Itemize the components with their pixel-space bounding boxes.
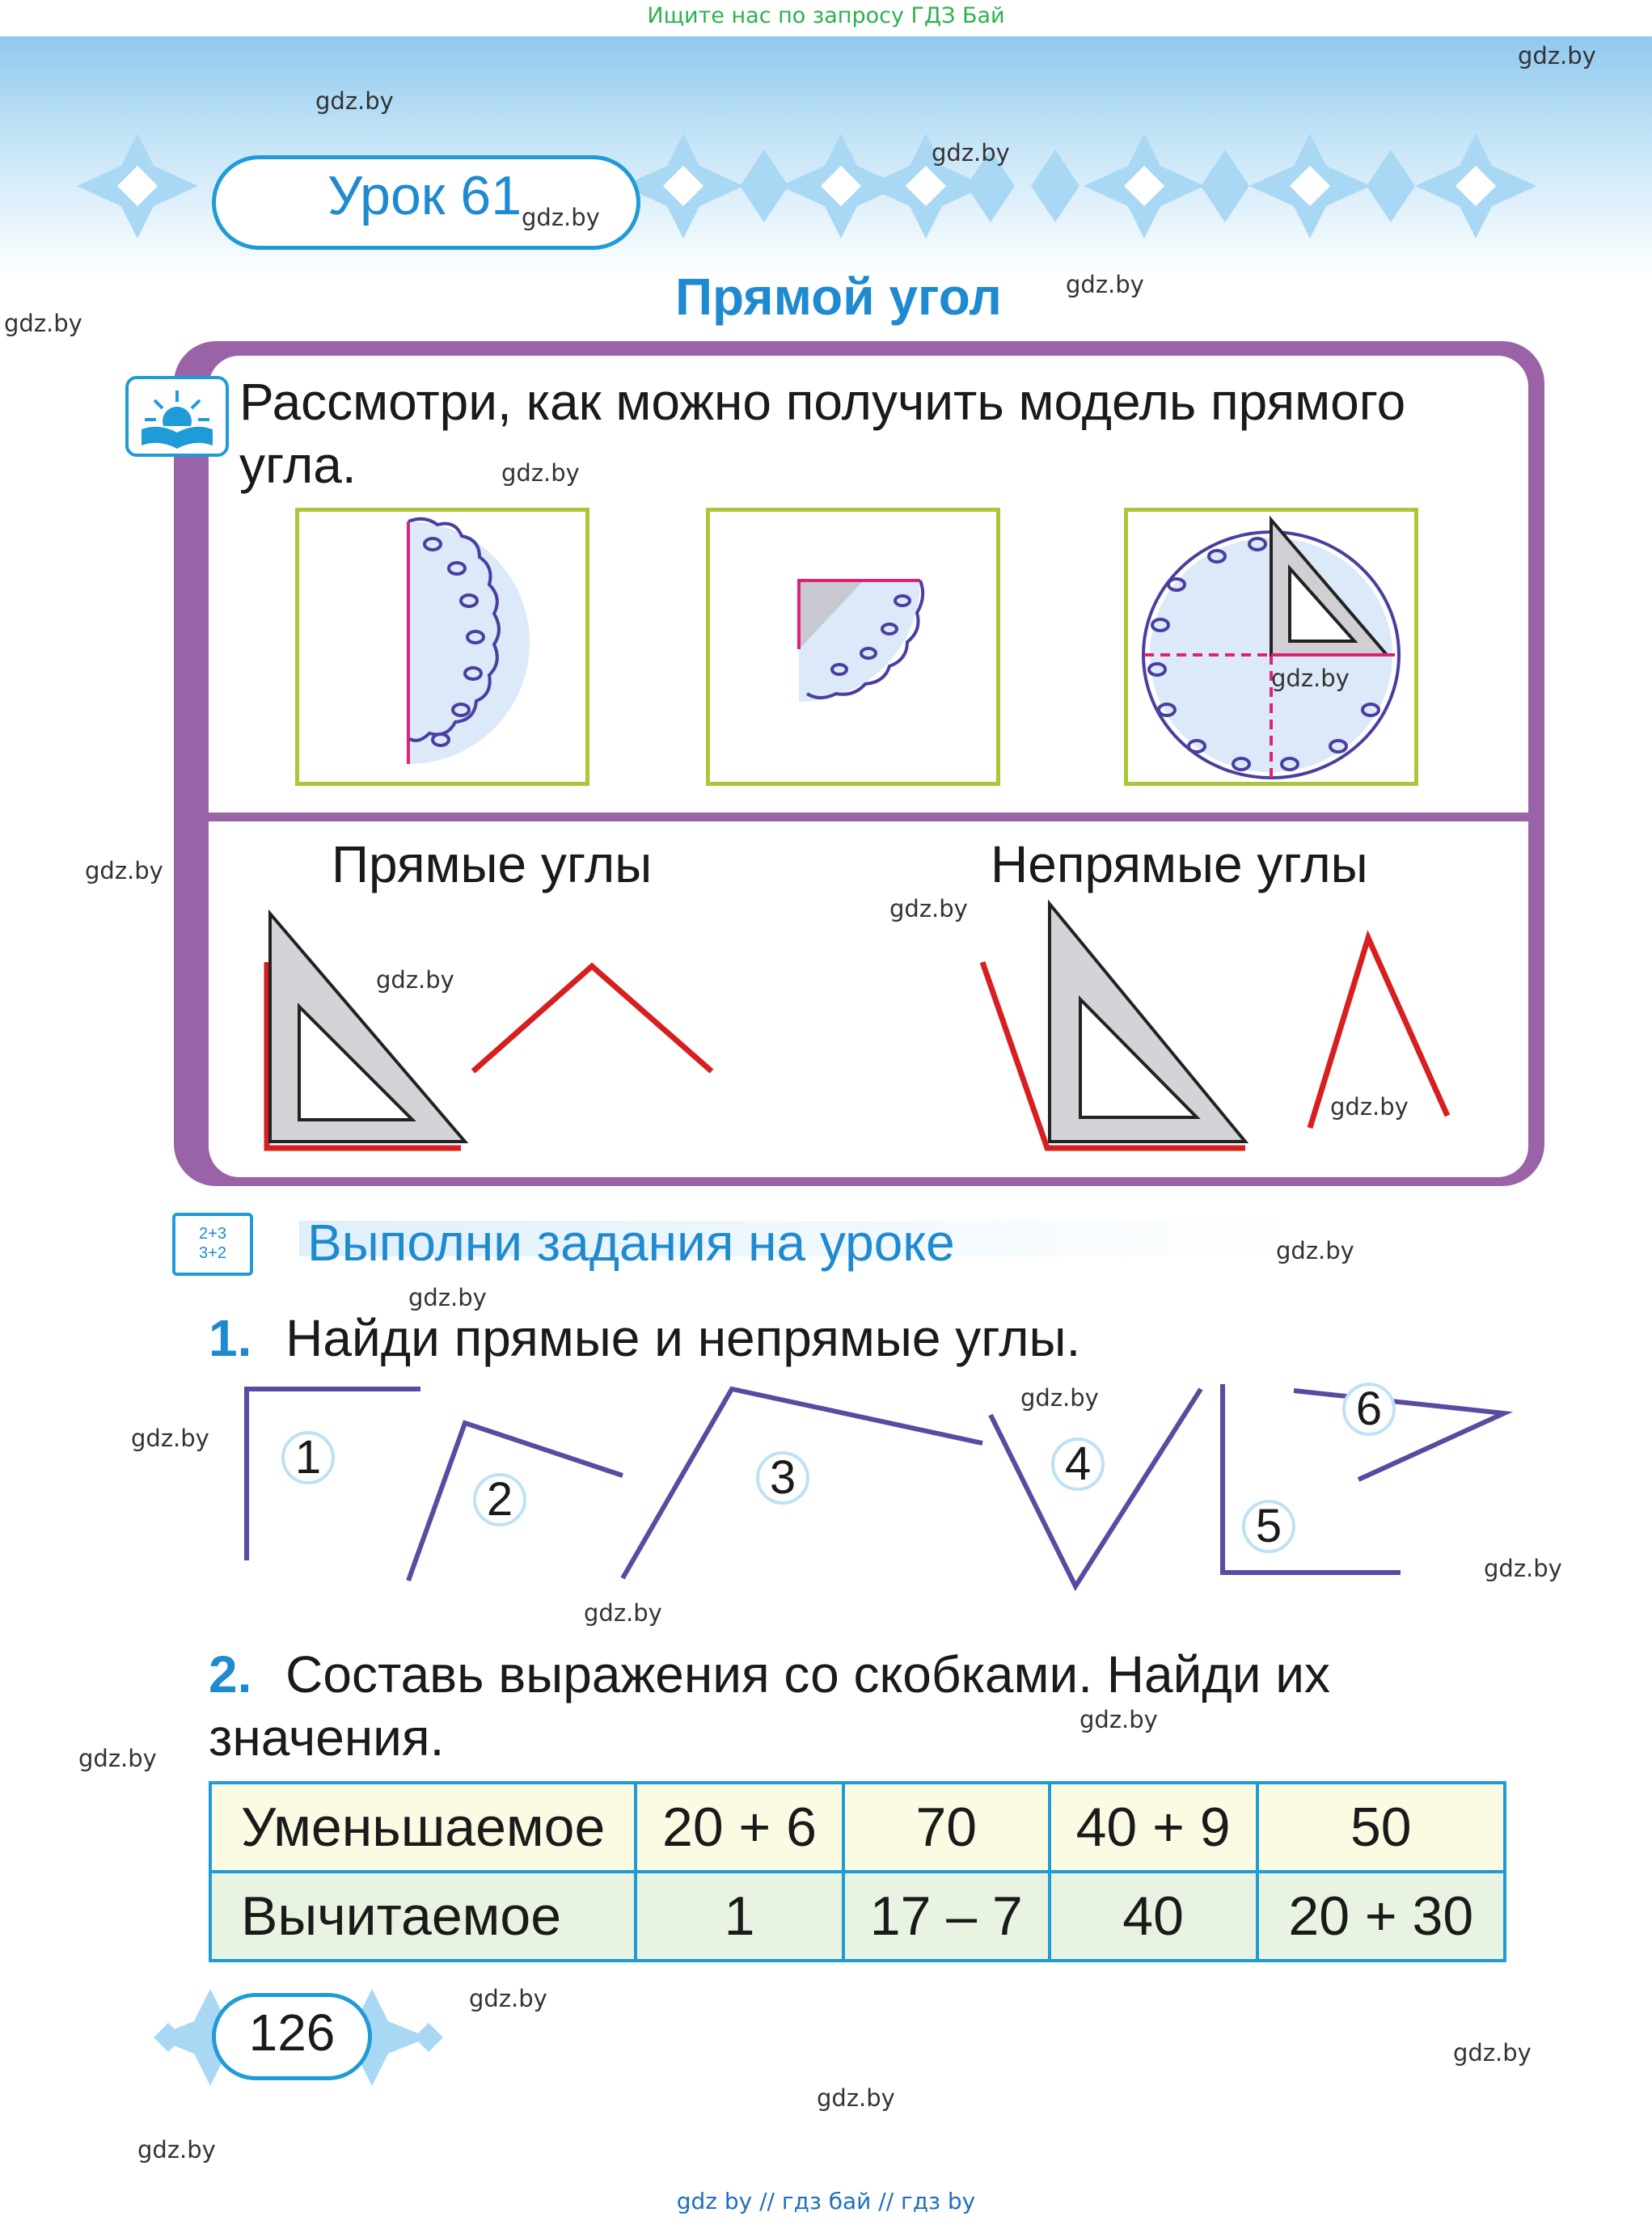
task-1-number: 1. [209,1309,252,1367]
watermark: gdz.by [1518,42,1596,70]
watermark: gdz.by [315,87,394,115]
watermark: gdz.by [4,310,82,337]
fold-picture-2 [706,508,1000,786]
row-header: Уменьшаемое [210,1783,636,1872]
book-sun-icon [125,376,229,457]
fold-picture-3 [1124,508,1418,786]
watermark: gdz.by [376,966,454,994]
angle-number: 3 [756,1451,809,1505]
watermark: gdz.by [469,1985,547,2012]
table-cell: 17 – 7 [843,1872,1050,1961]
watermark: gdz.by [137,2136,216,2164]
task-1-text: Найди прямые и непрямые углы. [285,1309,1081,1367]
page-number: 126 [248,2003,336,2062]
table-cell: 40 [1050,1872,1257,1961]
watermark: gdz.by [1080,1706,1158,1733]
angle-number: 4 [1051,1438,1105,1491]
task-2-text: Составь выражения со скобками. Найди их значения. [209,1645,1330,1767]
watermark: gdz.by [85,857,163,885]
table-row [210,1783,1505,1872]
watermark: gdz.by [889,895,968,923]
table-row [210,1872,1505,1961]
table-cell: 70 [843,1783,1050,1872]
lesson-label: Урок 61 [327,165,522,226]
watermark: gdz.by [1330,1093,1409,1121]
angle-number: 5 [1242,1500,1295,1553]
watermark: gdz.by [522,204,600,231]
watermark: gdz.by [584,1599,662,1627]
task-1 [209,1308,1080,1368]
watermark: gdz.by [408,1284,487,1311]
table-cell: 50 [1257,1783,1505,1872]
table-cell: 20 + 6 [636,1783,843,1872]
watermark: gdz.by [501,459,580,487]
angle-number: 1 [281,1431,335,1484]
table-cell: 40 + 9 [1050,1783,1257,1872]
angle-examples [243,897,1456,1164]
top-search-banner: Ищите нас по запросу ГДЗ Бай [647,3,1005,28]
watermark: gdz.by [1066,271,1144,298]
watermark: gdz.by [1271,665,1350,692]
board-icon [172,1213,253,1276]
watermark: gdz.by [1020,1384,1099,1412]
right-angles-label: Прямые углы [332,835,653,893]
angle-number: 2 [473,1473,526,1526]
intro-text: Рассмотри, как можно получить модель прямого угла. [239,373,1406,494]
footer-links: gdz by // гдз бай // гдз by [676,2188,976,2214]
topic-title: Прямой угол [675,268,1002,326]
watermark: gdz.by [1276,1237,1354,1264]
watermark: gdz.by [1484,1555,1562,1582]
fold-picture-1 [295,508,589,786]
board-icon-line-1: 2+3 [199,1225,226,1243]
watermark: gdz.by [817,2084,895,2112]
task-2-number: 2. [209,1645,252,1704]
task-2 [209,1643,1506,1769]
tasks-header: Выполни задания на уроке [307,1214,955,1272]
not-right-angles-label: Непрямые углы [991,835,1368,893]
board-icon-line-2: 3+2 [199,1244,226,1262]
table-cell: 1 [636,1872,843,1961]
watermark: gdz.by [131,1425,209,1452]
task-1-angles [234,1366,1528,1609]
angle-number: 6 [1342,1383,1396,1436]
watermark: gdz.by [78,1745,157,1772]
watermark: gdz.by [1453,2039,1532,2067]
row-header: Вычитаемое [210,1872,636,1961]
watermark: gdz.by [932,139,1010,167]
table-cell: 20 + 30 [1257,1872,1505,1961]
expressions-table [209,1781,1506,1962]
